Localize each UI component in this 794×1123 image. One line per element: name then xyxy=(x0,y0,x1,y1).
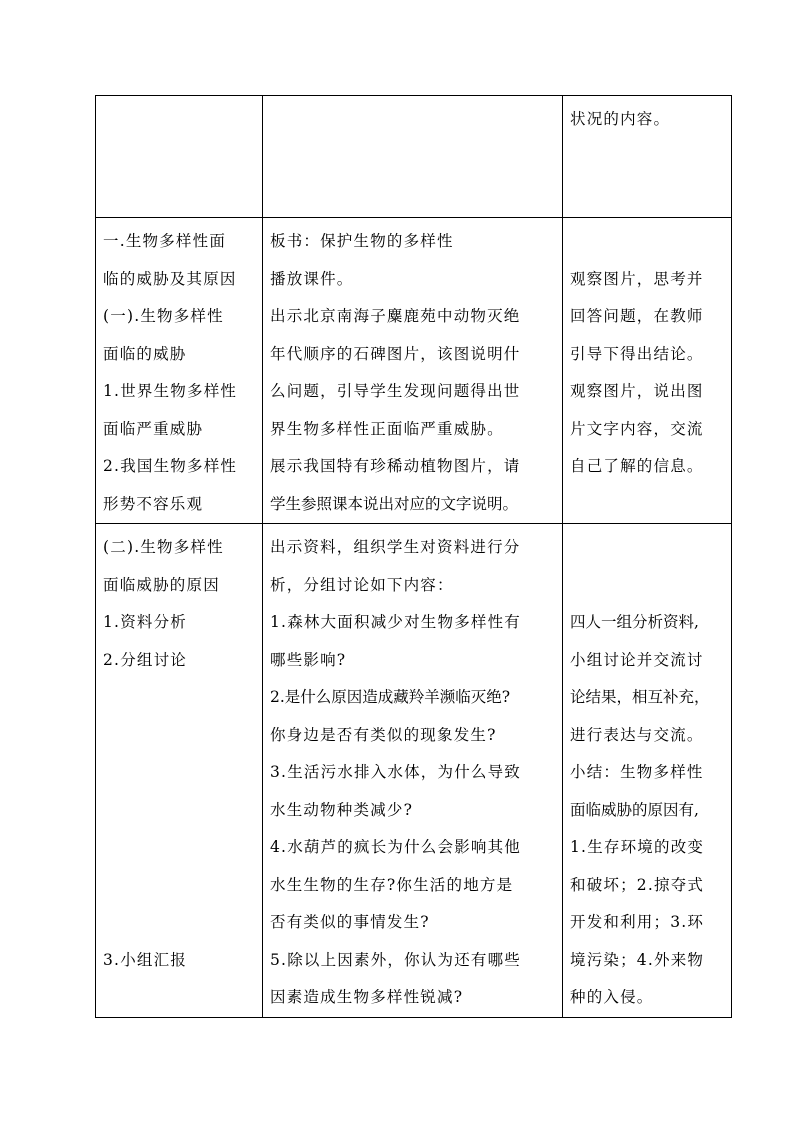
text-line: 一.生物多样性面 xyxy=(103,232,227,250)
text-line: 小组讨论并交流讨 xyxy=(570,650,704,669)
text-line: 水生生物的生存?你生活的地方是 xyxy=(270,875,514,894)
text-line: 3.小组汇报 xyxy=(103,950,187,969)
text-line: 开发和利用；3.环 xyxy=(570,913,705,931)
text-line: 出示资料，组织学生对资料进行分 xyxy=(270,538,521,556)
table-row xyxy=(96,524,732,1018)
text-line: 4.水葫芦的疯长为什么会影响其他 xyxy=(270,838,521,856)
table-row xyxy=(96,96,732,218)
text-line: 2.我国生物多样性 xyxy=(103,457,238,475)
text-line: 片文字内容，交流 xyxy=(570,419,704,438)
text-line: 进行表达与交流。 xyxy=(570,725,704,744)
cell-student-activity xyxy=(563,524,732,1018)
text-line: 2.分组讨论 xyxy=(103,650,187,669)
text-line: 引导下得出结论。 xyxy=(570,344,704,363)
text-line: 和破坏；2.掠夺式 xyxy=(570,875,705,894)
text-line: 1.世界生物多样性 xyxy=(103,382,238,400)
cell-teacher-activity xyxy=(263,96,563,218)
text-line: 么问题，引导学生发现问题得出世 xyxy=(270,382,521,400)
cell-student-activity xyxy=(563,96,732,218)
text-line: 观察图片，思考并 xyxy=(570,269,704,288)
text-line: 面临威胁的原因 xyxy=(103,575,220,594)
text-line: 展示我国特有珍稀动植物图片，请 xyxy=(270,457,521,475)
cell-teacher-activity xyxy=(263,218,563,524)
cell-content xyxy=(96,218,263,524)
text-line: 境污染；4.外来物 xyxy=(570,950,705,969)
text-line: 形势不容乐观 xyxy=(103,494,204,513)
text-line: 1.生存环境的改变 xyxy=(570,838,705,856)
cell-student-activity xyxy=(563,218,732,524)
text-line: 哪些影响? xyxy=(270,650,347,669)
text-line: 临的威胁及其原因 xyxy=(103,269,237,288)
text-line: 析，分组讨论如下内容： xyxy=(270,575,454,594)
lesson-plan-table xyxy=(95,95,732,1018)
table-row xyxy=(96,218,732,524)
text-line: 自己了解的信息。 xyxy=(570,457,704,475)
cell-teacher-activity xyxy=(263,524,563,1018)
text-line: 2.是什么原因造成藏羚羊濒临灭绝? xyxy=(270,688,511,706)
cell-content xyxy=(96,96,263,218)
text-line: 3.生活污水排入水体，为什么导致 xyxy=(270,763,521,781)
text-line: 1.森林大面积减少对生物多样性有 xyxy=(270,613,521,631)
text-line: 种的入侵。 xyxy=(570,988,654,1006)
text-line: 论结果，相互补充， xyxy=(570,688,710,706)
text-line: 面临的威胁 xyxy=(103,344,187,363)
text-line: 否有类似的事情发生? xyxy=(270,913,430,931)
text-line: 因素造成生物多样性锐减? xyxy=(270,988,464,1006)
text-line: 面临严重威胁 xyxy=(103,419,204,438)
text-line: 状况的内容。 xyxy=(570,110,671,128)
text-line: 界生物多样性正面临严重威胁。 xyxy=(270,419,504,438)
text-line: 年代顺序的石碑图片，该图说明什 xyxy=(270,344,521,363)
text-line: 你身边是否有类似的现象发生? xyxy=(270,725,497,744)
text-line: 观察图片，说出图 xyxy=(570,382,704,400)
text-line: (一).生物多样性 xyxy=(103,307,224,325)
text-line: 1.资料分析 xyxy=(103,613,187,631)
text-line: 播放课件。 xyxy=(270,269,354,288)
text-line: 5.除以上因素外，你认为还有哪些 xyxy=(270,950,521,969)
text-line: 学生参照课本说出对应的文字说明。 xyxy=(270,494,519,513)
text-line: 面临威胁的原因有, xyxy=(570,800,699,819)
text-line: 板书：保护生物的多样性 xyxy=(270,232,454,250)
text-line: 四人一组分析资料, xyxy=(570,613,699,631)
text-line: 出示北京南海子麋鹿苑中动物灭绝 xyxy=(270,307,521,325)
text-line: (二).生物多样性 xyxy=(103,538,224,556)
text-line: 小结：生物多样性 xyxy=(570,763,704,781)
cell-content xyxy=(96,524,263,1018)
text-line: 回答问题，在教师 xyxy=(570,307,704,325)
text-line: 水生动物种类减少? xyxy=(270,800,414,819)
